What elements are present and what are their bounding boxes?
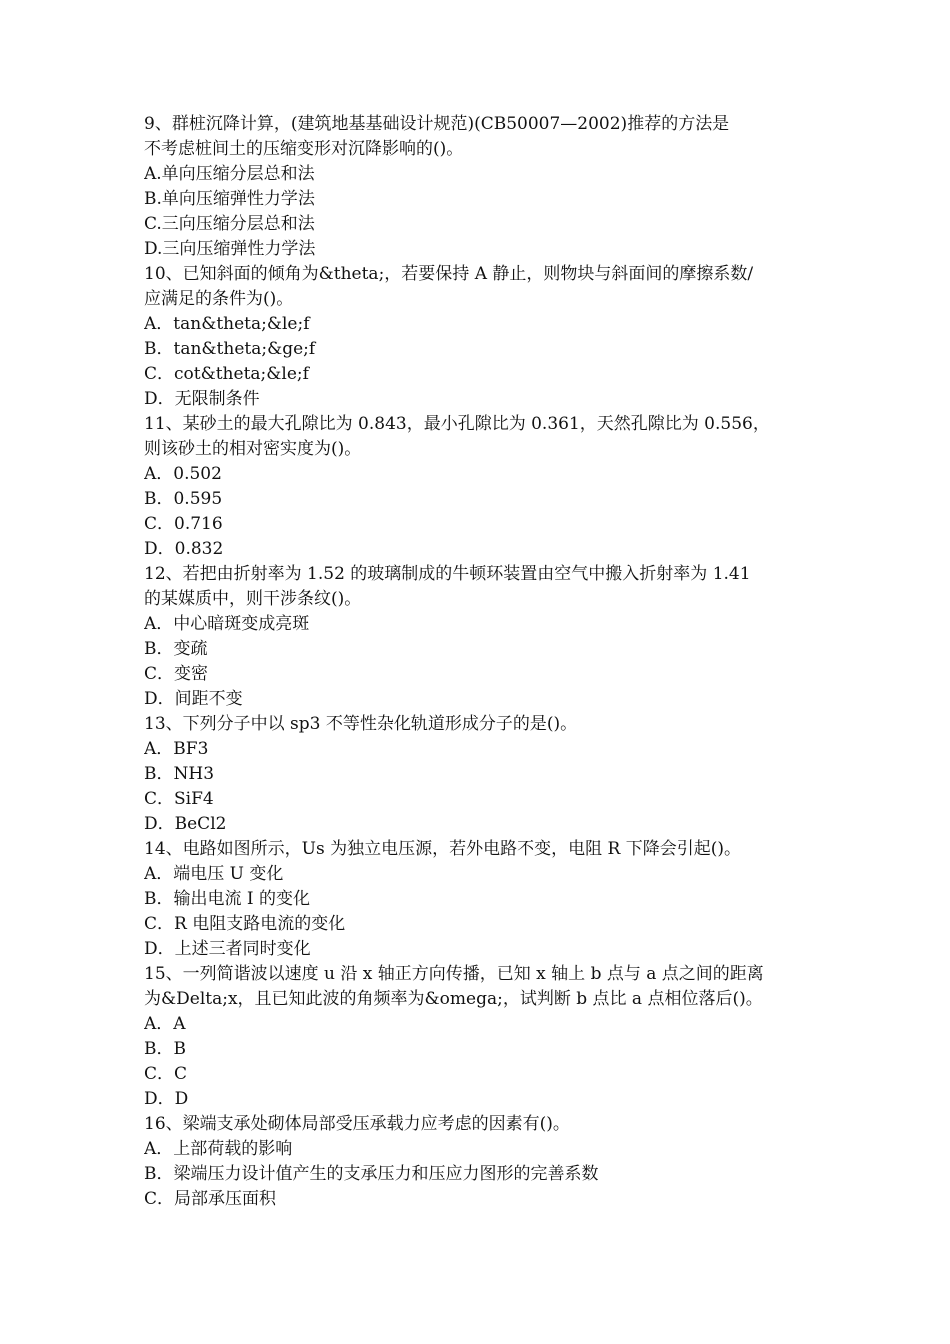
text-line: 15、一列简谐波以速度 u 沿 x 轴正方向传播，已知 x 轴上 b 点与 a 点之间的距离: [144, 964, 764, 984]
text-line: 14、电路如图所示，Us 为独立电压源，若外电路不变，电阻 R 下降会引起()。: [144, 839, 741, 859]
text-line: C．局部承压面积: [144, 1189, 277, 1209]
text-line: D．间距不变: [144, 689, 243, 709]
text-line: B．tan&theta;&ge;f: [144, 339, 316, 359]
text-line: D．0.832: [144, 539, 224, 559]
text-line: B．0.595: [144, 489, 223, 509]
text-line: D.三向压缩弹性力学法: [144, 239, 316, 259]
text-line: D．无限制条件: [144, 389, 260, 409]
text-line: C．C: [144, 1064, 188, 1084]
text-line: A．端电压 U 变化: [144, 864, 284, 884]
text-line: A．中心暗斑变成亮斑: [144, 614, 310, 634]
text-line: C.三向压缩分层总和法: [144, 214, 315, 234]
text-line: A．A: [144, 1014, 186, 1034]
text-line: 10、已知斜面的倾角为&theta;，若要保持 A 静止，则物块与斜面间的摩擦系数/: [144, 264, 754, 284]
text-line: D．BeCl2: [144, 814, 227, 834]
text-line: 则该砂土的相对密实度为()。: [144, 439, 362, 459]
text-line: C．cot&theta;&le;f: [144, 364, 309, 384]
text-line: B.单向压缩弹性力学法: [144, 189, 315, 209]
text-line: B．变疏: [144, 639, 208, 659]
text-line: 的某媒质中，则干涉条纹()。: [144, 589, 362, 609]
text-line: 13、下列分子中以 sp3 不等性杂化轨道形成分子的是()。: [144, 714, 578, 734]
text-line: B．梁端压力设计值产生的支承压力和压应力图形的完善系数: [144, 1164, 599, 1184]
text-line: 为&Delta;x，且已知此波的角频率为&omega;，试判断 b 点比 a 点相位落后()。: [144, 989, 763, 1009]
text-line: 11、某砂土的最大孔隙比为 0.843，最小孔隙比为 0.361，天然孔隙比为 0.556，: [144, 414, 770, 434]
text-line: C．SiF4: [144, 789, 214, 809]
text-line: C．0.716: [144, 514, 223, 534]
text-line: B．B: [144, 1039, 186, 1059]
text-line: A．tan&theta;&le;f: [144, 314, 310, 334]
text-line: 12、若把由折射率为 1.52 的玻璃制成的牛顿环装置由空气中搬入折射率为 1.41: [144, 564, 751, 584]
text-line: B．NH3: [144, 764, 215, 784]
text-line: C．变密: [144, 664, 209, 684]
text-line: C．R 电阻支路电流的变化: [144, 914, 346, 934]
text-line: 16、梁端支承处砌体局部受压承载力应考虑的因素有()。: [144, 1114, 570, 1134]
text-line: D．D: [144, 1089, 189, 1109]
text-line: A．0.502: [144, 464, 222, 484]
text-line: A．BF3: [144, 739, 209, 759]
text-line: D．上述三者同时变化: [144, 939, 311, 959]
document-page: [144, 112, 814, 1212]
text-line: A．上部荷载的影响: [144, 1139, 293, 1159]
text-line: 不考虑桩间土的压缩变形对沉降影响的()。: [144, 139, 464, 159]
text-line: 9、群桩沉降计算，(建筑地基基础设计规范)(CB50007—2002)推荐的方法是: [144, 114, 730, 134]
text-line: A.单向压缩分层总和法: [144, 164, 315, 184]
text-line: B．输出电流 I 的变化: [144, 889, 311, 909]
text-line: 应满足的条件为()。: [144, 289, 294, 309]
